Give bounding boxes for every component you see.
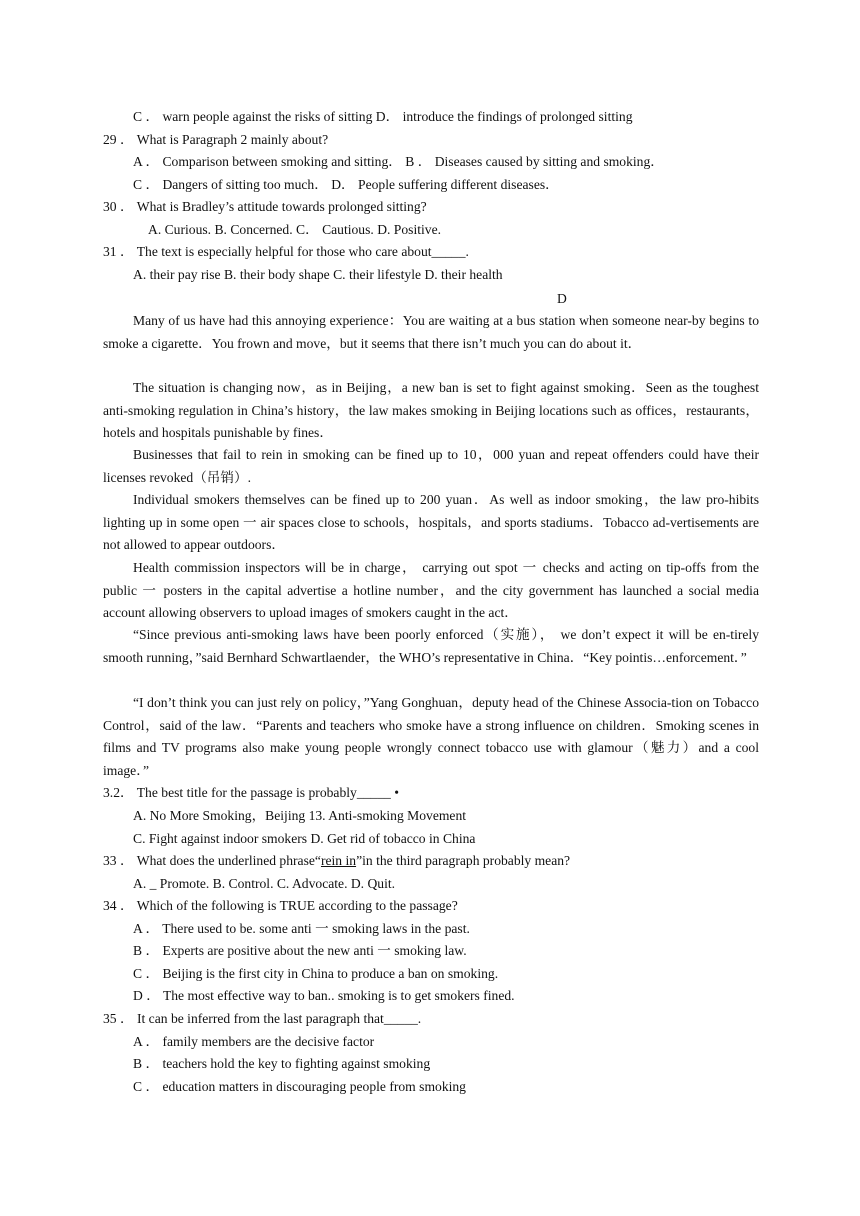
section-label: D [557,291,567,306]
passage-paragraph-4: Individual smokers themselves can be fined up to 200 yuan．As well as indoor smoking，the law pro-hibits lighting up in some open 一 air spaces close to schools，hospitals，and sports stadiums．Tobacco ad-vertisements are not allowed to appear outdoors． [103,492,759,552]
passage-paragraph-6: “Since previous anti-smoking laws have been poorly enforced（实施）， we don’t expect it will be en-tirely smooth running，”said Bernhard Schwartlaender，the WHO’s representative in China．“Key pointis…enforcement．” [103,627,759,665]
passage-paragraph-7: “I don’t think you can just rely on policy，”Yang Gonghuan，deputy head of the Chinese Associa-tion on Tobacco Control，said of the law．“Parents and teachers who smoke have a strong influence on children．Smoking scenes in films and TV programs also make young people wrongly connect tobacco use with glamour（魅力）and a cool image．” [103,695,759,778]
q29-stem: 29 ． What is Paragraph 2 mainly about? [103,132,329,147]
q35-stem: 35 ． It can be inferred from the last paragraph that_____. [103,1011,422,1026]
q34-option-b: B ． Experts are positive about the new anti 一 smoking law. [133,943,467,958]
q34-stem: 34 ． Which of the following is TRUE according to the passage? [103,898,458,913]
q30-stem: 30 ． What is Bradley’s attitude towards prolonged sitting? [103,199,427,214]
q33-options: A. _ Promote. B. Control. C. Advocate. D. Quit. [133,876,396,891]
q33-stem-after: ”in the third paragraph probably mean? [356,853,571,868]
q32-stem: 3.2． The best title for the passage is probably_____ • [103,785,399,800]
q29-options-line-2: C ． Dangers of sitting too much． D． People suffering different diseases． [133,177,559,192]
q34-option-a: A ． There used to be. some anti 一 smoking laws in the past. [133,921,470,936]
q29-options-line-1: A ． Comparison between smoking and sitting． B ． Diseases caused by sitting and smoking． [133,154,664,169]
passage-paragraph-2: The situation is changing now，as in Beijing，a new ban is set to fight against smoking．Seen as the toughest anti-smoking regulation in China’s history，the law makes smoking in Beijing locations such as offices，restaurants，hotels and hospitals punishable by fines． [103,380,759,440]
q35-option-b: B ． teachers hold the key to fighting against smoking [133,1056,431,1071]
passage-paragraph-3: Businesses that fail to rein in smoking can be fined up to 10，000 yuan and repeat offenders could have their licenses revoked（吊销）. [103,447,759,485]
q28-options-line: C ． warn people against the risks of sitting D． introduce the findings of prolonged sitting [133,109,633,124]
q30-options: A. Curious. B. Concerned. C． Cautious. D. Positive. [148,222,442,237]
q33-stem-before: 33 ． What does the underlined phrase“ [103,853,321,868]
q32-options-line-1: A. No More Smoking，Beijing 13. Anti-smoking Movement [133,808,467,823]
q34-option-d: D ． The most effective way to ban.. smoking is to get smokers fined. [133,988,515,1003]
q35-option-c: C ． education matters in discouraging people from smoking [133,1079,466,1094]
q32-options-line-2: C. Fight against indoor smokers D. Get rid of tobacco in China [133,831,476,846]
q31-options: A. their pay rise B. their body shape C. their lifestyle D. their health [133,267,503,282]
q33-stem [103,852,570,870]
passage-paragraph-1: Many of us have had this annoying experience：You are waiting at a bus station when someone near-by begins to smoke a cigarette．You frown and move，but it seems that there isn’t much you can do about it． [103,313,759,351]
q35-option-a: A ． family members are the decisive factor [133,1034,375,1049]
q31-stem: 31 ． The text is especially helpful for those who care about_____. [103,244,469,259]
q34-option-c: C ． Beijing is the first city in China to produce a ban on smoking. [133,966,499,981]
passage-paragraph-5: Health commission inspectors will be in charge， carrying out spot 一 checks and acting on tip-offs from the public 一 posters in the capital advertise a hotline number，and the city government has launched a social media account allowing observers to upload images of smokers caught in the act． [103,560,759,620]
q33-underlined-phrase: rein in [320,853,357,868]
